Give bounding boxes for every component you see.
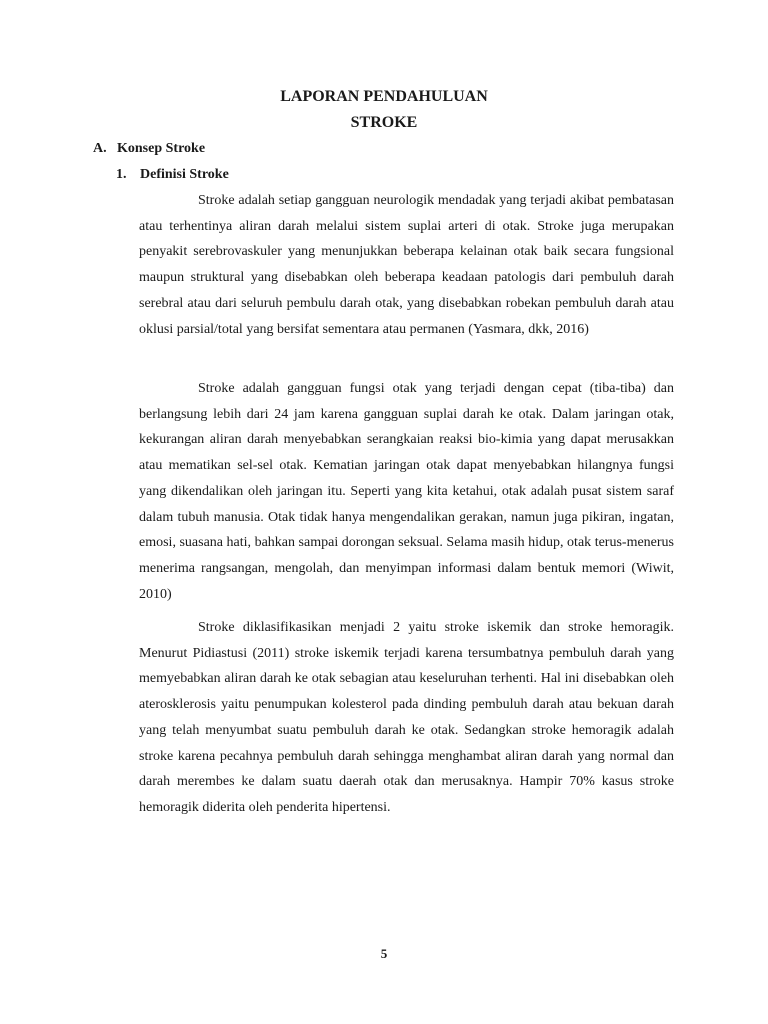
subsection-marker: 1. [116,167,127,182]
subsection-heading [116,167,229,183]
section-marker: A. [93,141,107,156]
paragraph-1: Stroke adalah setiap gangguan neurologik mendadak yang terjadi akibat pembatasan atau terhentinya aliran darah melalui sistem suplai arteri di otak. Stroke juga merupakan penyakit serebrovaskuler yang menunjukkan beberapa kelainan otak baik secara fungsional maupun struktural yang disebabkan oleh beberapa keadaan patologis dari pembuluh darah serebral atau dari seluruh pembulu darah otak, yang disebabkan robekan pembuluh darah atau oklusi parsial/total yang bersifat sementara atau permanen (Yasmara, dkk, 2016) [139,193,674,337]
document-title: LAPORAN PENDAHULUAN [280,88,488,105]
page-number: 5 [380,946,388,961]
document-subtitle: STROKE [350,114,418,131]
paragraph-2: Stroke adalah gangguan fungsi otak yang terjadi dengan cepat (tiba-tiba) dan berlangsung lebih dari 24 jam karena gangguan suplai darah ke otak. Dalam jaringan otak, kekurangan aliran darah menyebabkan serangkaian reaksi bio-kimia yang dapat merusakkan atau mematikan sel-sel otak. Kematian jaringan otak dapat menyebabkan hilangnya fungsi yang dikendalikan oleh jaringan itu. Seperti yang kita ketahui, otak adalah pusat sistem saraf dalam tubuh manusia. Otak tidak hanya mengendalikan gerakan, namun juga pikiran, ingatan, emosi, suasana hati, bahkan sampai dorongan seksual. Selama masih hidup, otak terus-menerus menerima rangsangan, mengolah, dan menyimpan informasi dalam bentuk memori (Wiwit, 2010) [139,381,674,602]
paragraph-3: Stroke diklasifikasikan menjadi 2 yaitu stroke iskemik dan stroke hemoragik. Menurut Pidiastusi (2011) stroke iskemik terjadi karena tersumbatnya pembuluh darah yang memyebabkan aliran darah ke otak sebagian atau keseluruhan terhenti. Hal ini disebabkan oleh aterosklerosis yaitu penumpukan kolesterol pada dinding pembuluh darah atau bekuan darah yang telah menyumbat suatu pembuluh darah ke otak. Sedangkan stroke hemoragik adalah stroke karena pecahnya pembuluh darah sehingga menghambat aliran darah yang normal dan darah merembes ke dalam suatu daerah otak dan merusaknya. Hampir 70% kasus stroke hemoragik diderita oleh penderita hipertensi. [139,620,674,815]
section-label: Konsep Stroke [117,141,206,156]
subsection-label: Definisi Stroke [140,167,229,182]
section-heading [93,141,205,157]
